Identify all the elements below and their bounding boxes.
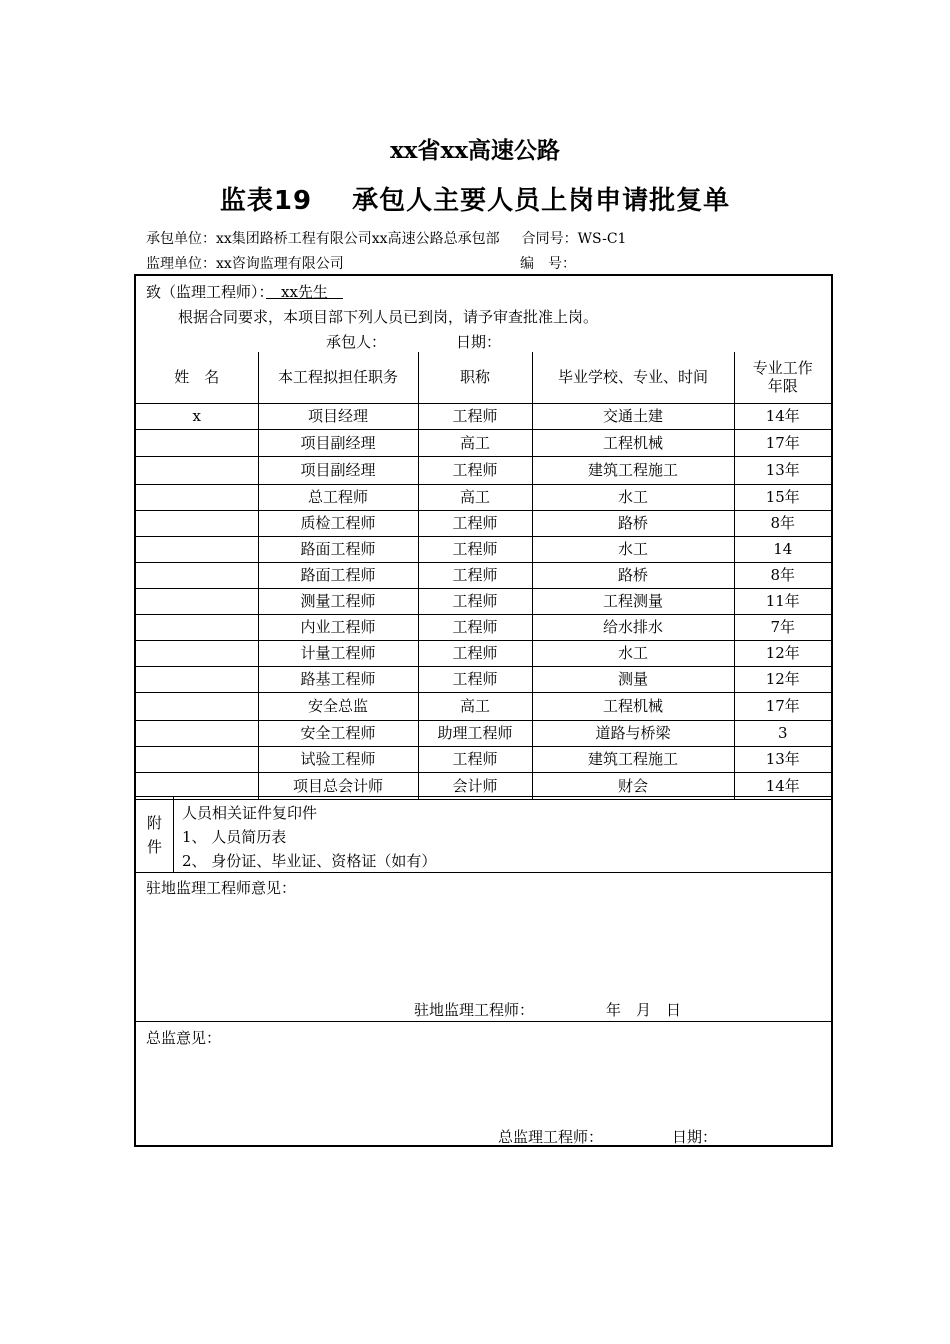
cell-years: 12年 [734, 666, 831, 692]
cell-name [136, 772, 258, 799]
attachment-section [136, 796, 831, 873]
cell-years: 3 [734, 720, 831, 746]
attachment-label [136, 797, 174, 872]
cell-years: 7年 [734, 614, 831, 640]
cell-position: 项目副经理 [258, 456, 418, 484]
cell-position: 项目副经理 [258, 429, 418, 456]
cell-major: 水工 [532, 640, 734, 666]
cell-position: 质检工程师 [258, 510, 418, 536]
cell-name [136, 536, 258, 562]
resident-sign: 驻地监理工程师： [414, 1001, 535, 1019]
resident-opinion-section [136, 873, 831, 1022]
attachment-line-3: 2、 身份证、毕业证、资格证（如有） [182, 852, 437, 870]
cell-name [136, 692, 258, 720]
header-title: 职称 [418, 352, 532, 403]
cell-title: 工程师 [418, 456, 532, 484]
cell-years: 14年 [734, 403, 831, 429]
project-title: xx省xx高速公路 [390, 137, 560, 164]
cell-name [136, 640, 258, 666]
cell-position: 安全总监 [258, 692, 418, 720]
cell-position: 计量工程师 [258, 640, 418, 666]
form-title [0, 180, 950, 217]
table-header-row [136, 352, 831, 403]
cell-title: 工程师 [418, 666, 532, 692]
header-name: 姓 名 [136, 352, 258, 403]
cell-name [136, 510, 258, 536]
resident-date: 年 月 日 [606, 1001, 682, 1019]
cell-major: 交通土建 [532, 403, 734, 429]
header-position: 本工程拟担任职务 [258, 352, 418, 403]
chief-opinion-section [136, 1022, 831, 1145]
cell-name: x [136, 403, 258, 429]
cell-years: 14年 [734, 772, 831, 799]
chief-opinion-label: 总监意见： [146, 1029, 222, 1047]
cell-title: 工程师 [418, 510, 532, 536]
form-name: 承包人主要人员上岗申请批复单 [352, 186, 731, 216]
cell-title: 助理工程师 [418, 720, 532, 746]
cell-major: 路桥 [532, 562, 734, 588]
cell-major: 工程机械 [532, 429, 734, 456]
cell-title: 工程师 [418, 588, 532, 614]
cell-major: 财会 [532, 772, 734, 799]
header-school: 毕业学校、专业、时间 [532, 352, 734, 403]
table-row [136, 692, 831, 720]
staff-table [136, 352, 831, 800]
cell-major: 测量 [532, 666, 734, 692]
cell-title: 会计师 [418, 772, 532, 799]
cell-name [136, 666, 258, 692]
request-date-label: 日期： [456, 333, 502, 351]
cell-title: 工程师 [418, 640, 532, 666]
table-row [136, 588, 831, 614]
cell-position: 项目总会计师 [258, 772, 418, 799]
cell-years: 8年 [734, 510, 831, 536]
cell-position: 路基工程师 [258, 666, 418, 692]
header-years: 专业工作年限 [734, 352, 831, 403]
supervisor-line: 监理单位：xx咨询监理有限公司 [146, 256, 344, 272]
cell-years: 13年 [734, 456, 831, 484]
table-row [136, 484, 831, 510]
contract-no: 合同号：WS-C1 [521, 231, 627, 247]
cell-title: 高工 [418, 484, 532, 510]
cell-name [136, 614, 258, 640]
form-code: 监表19 [219, 186, 313, 216]
cell-major: 给水排水 [532, 614, 734, 640]
cell-name [136, 588, 258, 614]
attachment-label-1: 附 [146, 813, 162, 832]
table-row [136, 510, 831, 536]
to-label: 致（监理工程师）： [146, 283, 267, 301]
chief-sign: 总监理工程师： [498, 1128, 604, 1146]
cell-major: 建筑工程施工 [532, 456, 734, 484]
cell-major: 道路与桥梁 [532, 720, 734, 746]
cell-title: 工程师 [418, 614, 532, 640]
table-row [136, 403, 831, 429]
cell-name [136, 562, 258, 588]
cell-name [136, 484, 258, 510]
cell-major: 建筑工程施工 [532, 746, 734, 772]
cell-major: 工程机械 [532, 692, 734, 720]
cell-years: 15年 [734, 484, 831, 510]
table-row [136, 772, 831, 799]
cell-title: 工程师 [418, 562, 532, 588]
cell-major: 工程测量 [532, 588, 734, 614]
cell-name [136, 746, 258, 772]
table-row [136, 562, 831, 588]
supervisor-info [146, 253, 576, 273]
table-row [136, 666, 831, 692]
attachment-line-1: 人员相关证件复印件 [182, 804, 318, 822]
table-row [136, 720, 831, 746]
table-row [136, 640, 831, 666]
cell-position: 路面工程师 [258, 536, 418, 562]
cell-years: 17年 [734, 692, 831, 720]
cell-name [136, 456, 258, 484]
table-row [136, 456, 831, 484]
cell-major: 水工 [532, 536, 734, 562]
cell-name [136, 720, 258, 746]
attachment-line-2: 1、 人员简历表 [182, 828, 287, 846]
cell-title: 高工 [418, 429, 532, 456]
table-row [136, 429, 831, 456]
application-form [134, 274, 833, 1147]
addressee [146, 281, 343, 302]
cell-years: 14 [734, 536, 831, 562]
cell-position: 项目经理 [258, 403, 418, 429]
cell-years: 11年 [734, 588, 831, 614]
cell-position: 试验工程师 [258, 746, 418, 772]
cell-position: 内业工程师 [258, 614, 418, 640]
table-row [136, 536, 831, 562]
cell-years: 12年 [734, 640, 831, 666]
cell-title: 工程师 [418, 746, 532, 772]
cell-major: 路桥 [532, 510, 734, 536]
cell-years: 17年 [734, 429, 831, 456]
staff-body [136, 403, 831, 799]
table-row [136, 614, 831, 640]
cell-position: 测量工程师 [258, 588, 418, 614]
cell-years: 13年 [734, 746, 831, 772]
cell-position: 路面工程师 [258, 562, 418, 588]
request-text: 根据合同要求，本项目部下列人员已到岗，请予审查批准上岗。 [178, 308, 599, 326]
resident-opinion-label: 驻地监理工程师意见： [146, 879, 297, 897]
contractor-info [146, 228, 626, 248]
table-row [136, 746, 831, 772]
to-value: xx先生 [266, 283, 343, 301]
cell-title: 工程师 [418, 536, 532, 562]
cell-name [136, 429, 258, 456]
contractor-sign: 承包人： [326, 333, 387, 351]
cell-position: 总工程师 [258, 484, 418, 510]
chief-date: 日期： [672, 1128, 718, 1146]
cell-major: 水工 [532, 484, 734, 510]
cell-title: 工程师 [418, 403, 532, 429]
cell-position: 安全工程师 [258, 720, 418, 746]
contractor-line: 承包单位：xx集团路桥工程有限公司xx高速公路总承包部 [146, 231, 500, 247]
cell-years: 8年 [734, 562, 831, 588]
number-label: 编 号： [520, 256, 576, 272]
cell-title: 高工 [418, 692, 532, 720]
attachment-label-2: 件 [146, 837, 162, 856]
